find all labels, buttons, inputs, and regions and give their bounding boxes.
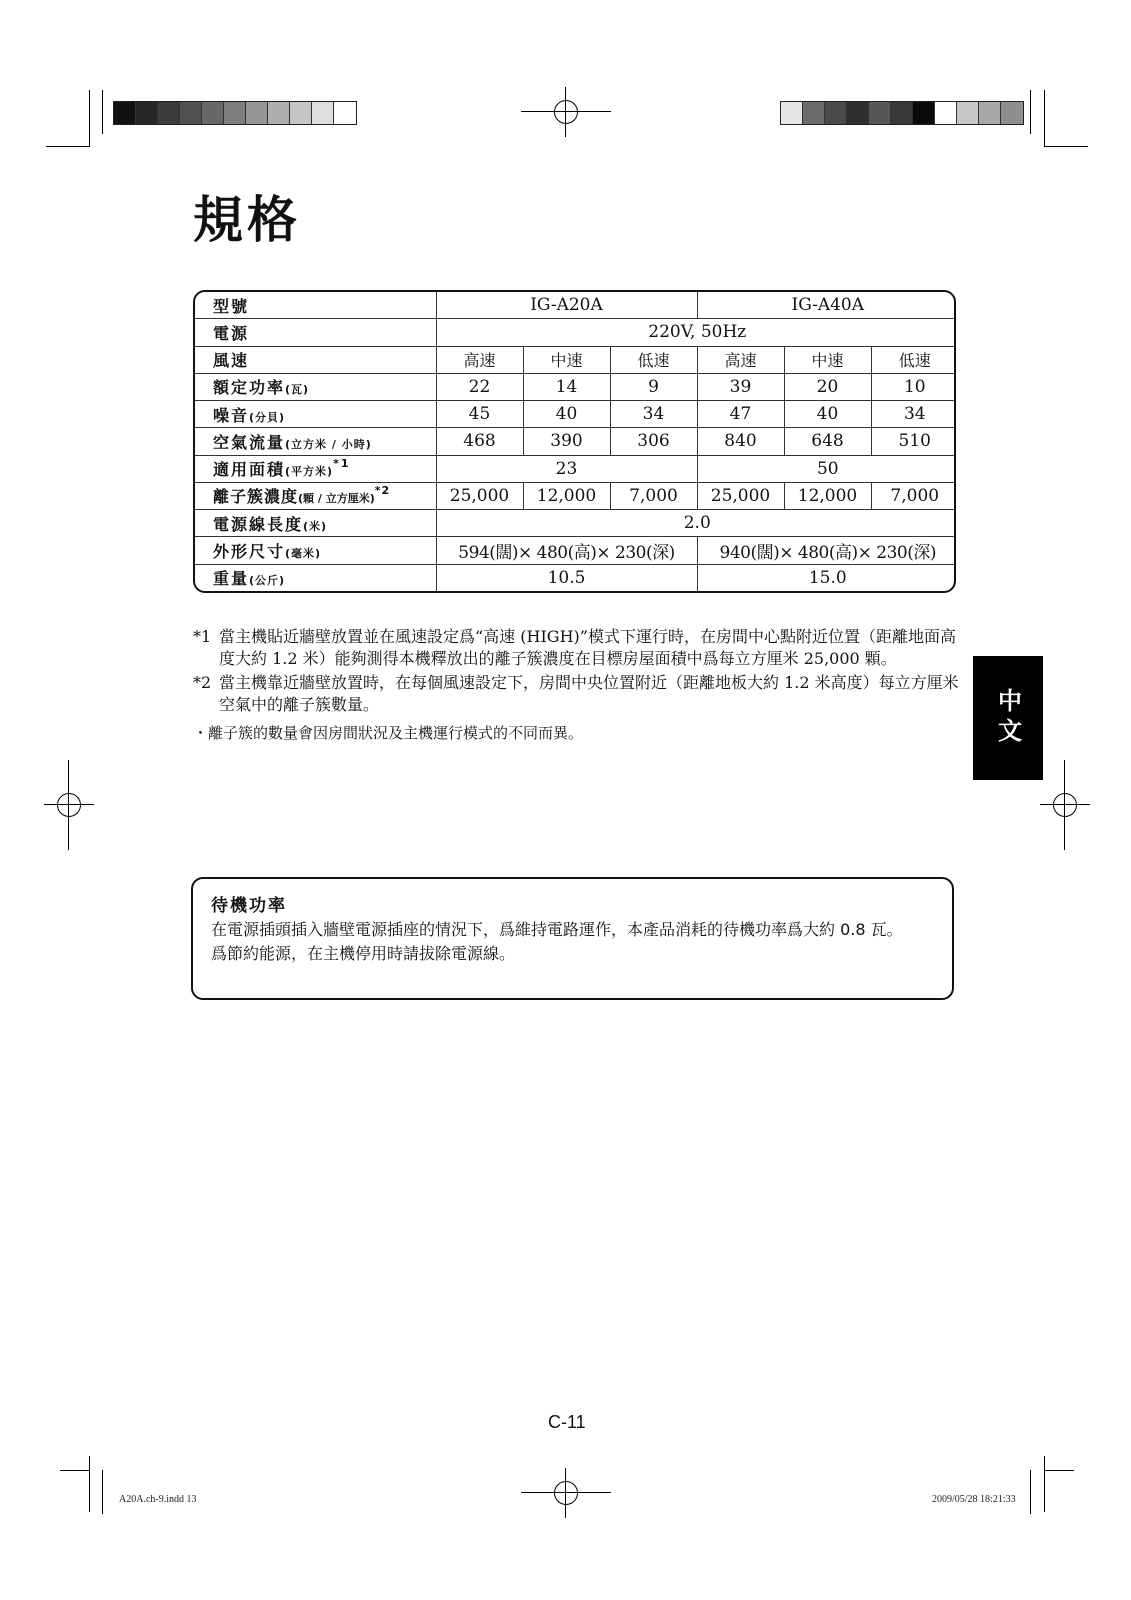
color-swatch: [290, 102, 312, 124]
table-cell: 低速: [610, 346, 697, 373]
table-row: [195, 455, 956, 482]
table-row: [195, 346, 956, 373]
table-cell: 40: [523, 401, 610, 428]
color-swatch: [869, 102, 891, 124]
standby-text: 爲節約能源，在主機停用時請拔除電源線。: [211, 944, 516, 963]
row-label: [195, 482, 436, 509]
color-swatch: [803, 102, 825, 124]
table-cell: 940(闊)× 480(高)× 230(深): [697, 537, 956, 564]
crop-mark: [89, 1456, 90, 1512]
page-number: C-11: [548, 1412, 586, 1432]
color-swatch: [136, 102, 158, 124]
footnote-text: 當主機靠近牆壁放置時，在每個風速設定下，房間中央位置附近（距離地板大約 1.2 米高度）每立方厘米空氣中的離子簇數量。: [219, 673, 959, 714]
crop-mark: [102, 1470, 103, 1514]
slug-date: 2009/05/28 18:21:33: [932, 1494, 1016, 1505]
unit-text: (瓦): [285, 383, 310, 397]
color-swatch: [334, 102, 356, 124]
table-cell: 7,000: [610, 482, 697, 509]
model-b: IG-A40A: [697, 292, 956, 319]
color-swatch: [847, 102, 869, 124]
label-text: 離子簇濃度: [213, 487, 299, 507]
color-swatch: [114, 102, 136, 124]
crop-mark: [60, 1470, 90, 1471]
table-cell: 39: [697, 373, 784, 400]
table-cell: 47: [697, 401, 784, 428]
table-cell: 10.5: [436, 564, 697, 591]
page-title: 規格: [193, 191, 301, 249]
table-row: [195, 482, 956, 509]
table-cell: 高速: [436, 346, 523, 373]
unit-text: (平方米): [285, 465, 334, 479]
crop-mark: [1030, 90, 1031, 134]
table-cell: 306: [610, 428, 697, 455]
table-cell: 23: [436, 455, 697, 482]
unit-text: (毫米): [285, 547, 322, 561]
table-cell: 14: [523, 373, 610, 400]
table-cell: 中速: [784, 346, 871, 373]
footnotes: [193, 626, 963, 744]
color-swatch: [268, 102, 290, 124]
bullet-note: ・離子簇的數量會因房間狀況及主機運行模式的不同而異。: [193, 724, 584, 742]
table-cell: 12,000: [523, 482, 610, 509]
table-cell: 220V, 50Hz: [436, 319, 956, 346]
color-swatch: [891, 102, 913, 124]
crop-mark: [46, 146, 90, 147]
row-label: [195, 455, 436, 482]
table-cell: 840: [697, 428, 784, 455]
registration-mark-top: [521, 87, 611, 137]
table-cell: 594(闊)× 480(高)× 230(深): [436, 537, 697, 564]
color-swatch: [180, 102, 202, 124]
table-cell: 390: [523, 428, 610, 455]
table-row: [195, 564, 956, 591]
table-cell: 40: [784, 401, 871, 428]
registration-mark-left: [44, 760, 94, 850]
table-row: [195, 292, 956, 319]
crop-mark: [1044, 1470, 1074, 1471]
table-cell: 10: [871, 373, 956, 400]
label-text: 外形尺寸: [213, 542, 286, 562]
table-cell: 2.0: [436, 510, 956, 537]
color-bar-right: [780, 101, 1024, 125]
color-swatch: [979, 102, 1001, 124]
color-swatch: [825, 102, 847, 124]
table-cell: 低速: [871, 346, 956, 373]
color-swatch: [913, 102, 935, 124]
label-text: 重量: [213, 569, 250, 589]
unit-text: (分貝): [249, 410, 286, 424]
language-label: 中文: [993, 688, 1022, 748]
footnote-mark: *1: [193, 627, 212, 646]
table-cell: 468: [436, 428, 523, 455]
table-cell: 45: [436, 401, 523, 428]
crop-mark: [1030, 1470, 1031, 1514]
footnote-mark: *2: [374, 484, 391, 498]
crop-mark: [1044, 1456, 1045, 1512]
standby-title: 待機功率: [211, 896, 287, 916]
row-label: 型號: [195, 292, 436, 319]
table-cell: 25,000: [436, 482, 523, 509]
unit-text: (顆 / 立方厘米): [298, 492, 375, 506]
row-label: [195, 401, 436, 428]
row-label: [195, 373, 436, 400]
unit-text: (立方米 / 小時): [285, 437, 372, 451]
row-label: [195, 564, 436, 591]
model-a: IG-A20A: [436, 292, 697, 319]
table-cell: 20: [784, 373, 871, 400]
footnote: [193, 672, 963, 716]
label-text: 噪音: [213, 405, 250, 425]
table-cell: 15.0: [697, 564, 956, 591]
color-swatch: [246, 102, 268, 124]
table-cell: 34: [871, 401, 956, 428]
table-row: [195, 319, 956, 346]
row-label: [195, 428, 436, 455]
table-cell: 7,000: [871, 482, 956, 509]
label-text: 空氣流量: [213, 432, 286, 452]
table-cell: 9: [610, 373, 697, 400]
color-swatch: [158, 102, 180, 124]
table-cell: 25,000: [697, 482, 784, 509]
footnote-mark: *1: [333, 457, 351, 471]
registration-mark-right: [1040, 760, 1090, 850]
footnote-mark: *2: [193, 673, 212, 692]
table-cell: 12,000: [784, 482, 871, 509]
standby-text: 在電源插頭插入牆壁電源插座的情況下，爲維持電路運作，本產品消耗的待機功率爲大約 0.8 瓦。: [211, 920, 903, 939]
registration-mark-bottom: [521, 1468, 611, 1518]
color-swatch: [1001, 102, 1023, 124]
crop-mark: [1044, 146, 1088, 147]
row-label: 風速: [195, 346, 436, 373]
footnote-text: 當主機貼近牆壁放置並在風速設定爲“高速 (HIGH)”模式下運行時，在房間中心點附近位置（距離地面高度大約 1.2 米）能夠測得本機釋放出的離子簇濃度在目標房屋面積中爲每立方厘米 25,000 顆。: [219, 627, 956, 668]
table-row: [195, 401, 956, 428]
table-cell: 22: [436, 373, 523, 400]
table-cell: 中速: [523, 346, 610, 373]
spec-table-frame: [193, 290, 956, 593]
row-label: [195, 537, 436, 564]
color-swatch: [224, 102, 246, 124]
spec-table: [195, 292, 956, 591]
unit-text: (米): [303, 519, 328, 533]
label-text: 電源線長度: [213, 514, 304, 534]
color-swatch: [935, 102, 957, 124]
footnote: [193, 626, 963, 670]
crop-mark: [89, 90, 90, 146]
table-cell: 648: [784, 428, 871, 455]
color-swatch: [957, 102, 979, 124]
color-swatch: [781, 102, 803, 124]
label-text: 額定功率: [213, 378, 286, 398]
label-text: 適用面積: [213, 460, 286, 480]
color-swatch: [312, 102, 334, 124]
standby-power-box: [191, 877, 954, 1000]
table-cell: 510: [871, 428, 956, 455]
table-row: [195, 428, 956, 455]
table-cell: 高速: [697, 346, 784, 373]
table-row: [195, 537, 956, 564]
row-label: [195, 510, 436, 537]
row-label: 電源: [195, 319, 436, 346]
unit-text: (公斤): [249, 574, 286, 588]
table-row: [195, 510, 956, 537]
language-tab: [973, 656, 1043, 780]
crop-mark: [1044, 90, 1045, 146]
color-swatch: [202, 102, 224, 124]
table-row: [195, 373, 956, 400]
crop-mark: [102, 90, 103, 134]
table-cell: 50: [697, 455, 956, 482]
slug-file: A20A.ch-9.indd 13: [119, 1494, 197, 1505]
table-cell: 34: [610, 401, 697, 428]
color-bar-left: [113, 101, 357, 125]
